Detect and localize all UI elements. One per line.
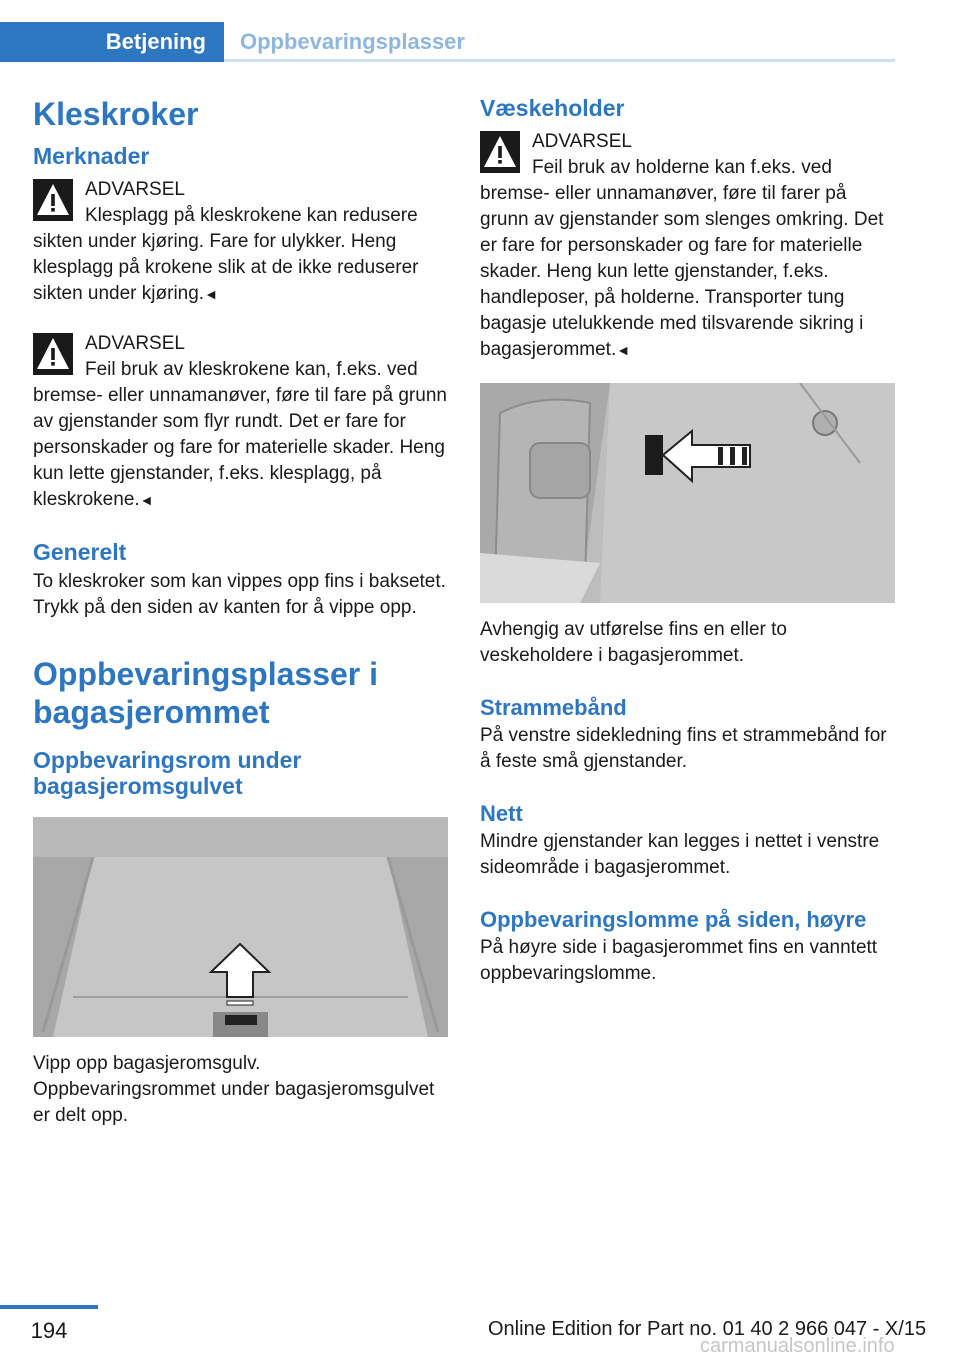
warning-block-1 [33, 173, 448, 307]
nett-text: Mindre gjenstander kan legges i nettet i venstre sideområde i bagasjerommet. [480, 831, 880, 878]
section-tab-oppbevaringsplasser: Oppbevaringsplasser [240, 29, 465, 54]
heading-oppbevaringsplasser: Oppbevaringsplasser i bagasjerommet [33, 656, 379, 730]
heading-strammebaand: Strammebånd [480, 695, 627, 720]
end-mark: ◄ [139, 492, 154, 508]
heading-kleskroker: Kleskroker [33, 96, 199, 132]
warning-block-2 [33, 327, 448, 513]
warning-block-3 [480, 125, 895, 363]
bag-holder-illustration [480, 383, 895, 603]
warning-label: ADVARSEL [85, 179, 185, 200]
watermark: carmanualsonline.info [700, 1335, 895, 1357]
warning-label: ADVARSEL [85, 333, 185, 354]
warning-text: Feil bruk av kleskrokene kan, f.eks. ved bremse- eller unnamanøver, føre til fare på grunn av gjenstander som flyr rundt. Det er fare for personskader og fare for materielle skader. Heng kun lette gjenstander, f.eks. klesplagg, på kleskrokene. [33, 359, 447, 510]
left-column [33, 95, 448, 1129]
heading-merknader: Merknader [33, 143, 150, 169]
warning-triangle-icon [33, 179, 73, 221]
end-mark: ◄ [204, 286, 218, 302]
strammebaand-text: På venstre sidekledning fins et strammebånd for å feste små gjenstander. [480, 725, 887, 772]
trunk-floor-caption: Vipp opp bagasjeromsgulv. Oppbevaringsrommet under bagasjeromsgulvet er delt opp. [33, 1053, 435, 1126]
footer-rule [0, 1305, 98, 1309]
edition-note: Online Edition for Part no. 01 40 2 966 047 - X/15 [488, 1318, 927, 1340]
warning-text: Klesplagg på kleskrokene kan redusere sikten under kjøring. Fare for ulykker. Heng klesplagg på krokene slik at de ikke reduserer sikten under kjøring. [33, 205, 419, 304]
end-mark: ◄ [616, 342, 631, 358]
heading-oppbevaringsrom: Oppbevaringsrom under bagasjeromsgulvet [33, 747, 302, 799]
trunk-floor-illustration [33, 817, 448, 1037]
heading-generelt: Generelt [33, 539, 127, 565]
warning-triangle-icon [480, 131, 520, 173]
heading-nett: Nett [480, 801, 523, 826]
right-column [480, 95, 895, 987]
bag-holder-caption: Avhengig av utførelse fins en eller to veskeholdere i bagasjerommet. [480, 619, 787, 666]
warning-label: ADVARSEL [532, 131, 632, 152]
warning-text: Feil bruk av holderne kan f.eks. ved bremse- eller unnamanøver, føre til farer på grunn av gjenstander som slenges omkring. Det er fare for personskader og fare for materielle skader. Heng kun lette gjenstander, f.eks. handleposer, på holderne. Transporter tung bagasje utelukkende med tilsvarende sikring i bagasjerommet. [480, 157, 884, 360]
page-number: 194 [30, 1318, 68, 1343]
heading-oppbevaringslomme: Oppbevaringslomme på siden, høyre [480, 907, 867, 932]
oppbevaringslomme-text: På høyre side i bagasjerommet fins en vanntett oppbevaringslomme. [480, 937, 878, 984]
bag-holder-photo [480, 383, 895, 603]
page-header [0, 0, 895, 62]
section-tab-betjening: Betjening [0, 22, 224, 62]
warning-triangle-icon [33, 333, 73, 375]
trunk-floor-photo [33, 817, 448, 1037]
generelt-text: To kleskroker som kan vippes opp fins i baksetet. Trykk på den siden av kanten for å vippe opp. [33, 571, 446, 618]
heading-vaeskeholder: Væskeholder [480, 95, 625, 121]
